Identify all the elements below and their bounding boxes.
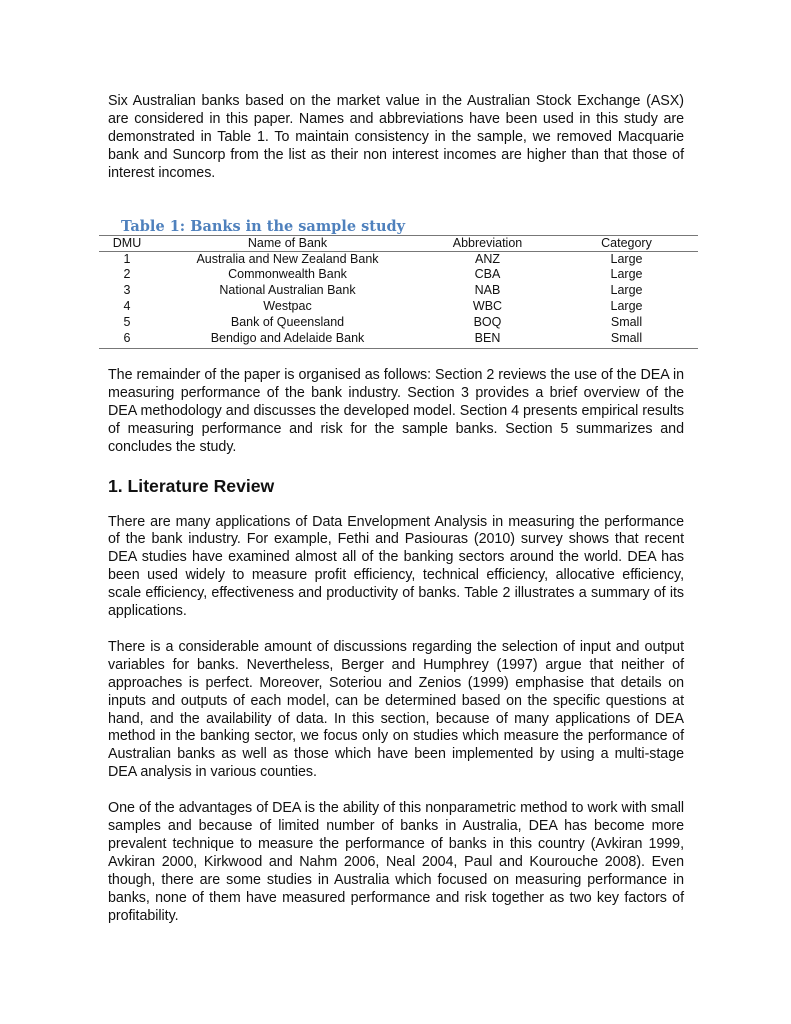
spacer — [108, 782, 684, 800]
cell-category: Large — [610, 283, 643, 298]
table-header-row — [99, 235, 698, 251]
cell-abbreviation: ANZ — [475, 251, 500, 266]
intro-paragraph: Six Australian banks based on the market value in the Australian Stock Exchange (ASX) are considered in this paper. Names and abbreviations have been used in this study are demonstrated in Table 1. To maintain consistency in the sample, we removed Macquarie bank and Suncorp from the list as their non interest incomes are higher than that those of interest incomes. — [108, 93, 684, 181]
table-row — [99, 283, 698, 299]
cell-dmu: 2 — [123, 267, 131, 282]
cell-category: Small — [610, 315, 643, 330]
header-category: Category — [555, 235, 698, 251]
cell-abbreviation: BOQ — [473, 315, 502, 330]
cell-category: Large — [610, 299, 643, 314]
cell-abbreviation: CBA — [474, 267, 501, 282]
cell-name: Westpac — [263, 299, 312, 314]
header-abbreviation: Abbreviation — [420, 235, 555, 251]
literature-paragraph-3: One of the advantages of DEA is the ability of this nonparametric method to work with small samples and because of limited number of banks in Australia, DEA has become more prevalent technique to measure the performance of banks in this country (Avkiran 1999, Avkiran 2000, Kirkwood and Nahm 2006, Neal 2004, Paul and Kourouche 2008). Even though, there are some studies in Australia which focused on measuring performance in banks, none of them have measured performance and risk together as two key factors of profitability. — [108, 800, 684, 924]
cell-name: Australia and New Zealand Bank — [196, 251, 379, 266]
cell-name: Bank of Queensland — [230, 315, 345, 330]
outline-paragraph: The remainder of the paper is organised as follows: Section 2 reviews the use of the DEA in measuring performance of the bank industry. Section 3 provides a brief overview of the DEA methodology and discusses the developed model. Section 4 presents empirical results of measuring performance and risk for the sample banks. Section 5 summarizes and concludes the study. — [108, 366, 684, 455]
spacer — [108, 496, 684, 514]
cell-name: National Australian Bank — [219, 283, 356, 298]
banks-table — [99, 235, 698, 349]
spacer — [108, 349, 684, 367]
cell-dmu: 1 — [123, 251, 131, 266]
cell-category: Small — [555, 331, 698, 348]
cell-abbreviation: WBC — [472, 299, 503, 314]
table-row — [99, 315, 698, 331]
cell-dmu: 6 — [99, 331, 155, 348]
cell-dmu: 5 — [123, 315, 131, 330]
literature-paragraph-1: There are many applications of Data Envelopment Analysis in measuring the performance of the bank industry. For example, Fethi and Pasiouras (2010) survey shows that recent DEA studies have examined almost all of the banking sectors around the world. DEA has been used widely to measure profit efficiency, technical efficiency, allocative efficiency, scale efficiency, effectiveness and productivity of banks. Table 2 illustrates a summary of its applications. — [108, 513, 684, 620]
section-heading-literature-review: 1. Literature Review — [108, 475, 275, 496]
cell-dmu: 3 — [123, 283, 131, 298]
table-caption: Table 1: Banks in the sample study — [121, 217, 406, 235]
cell-dmu: 4 — [123, 299, 131, 314]
cell-category: Large — [610, 267, 643, 282]
cell-abbreviation: NAB — [474, 283, 501, 298]
cell-name: Commonwealth Bank — [228, 267, 347, 282]
table-row — [99, 251, 698, 267]
cell-abbreviation: BEN — [420, 331, 555, 348]
spacer — [108, 621, 684, 639]
table-row — [99, 299, 698, 315]
spacer — [108, 457, 684, 476]
paper-page — [108, 93, 684, 926]
header-name-of-bank: Name of Bank — [155, 235, 420, 251]
cell-category: Large — [610, 251, 643, 266]
table-row — [99, 267, 698, 283]
literature-paragraph-2: There is a considerable amount of discussions regarding the selection of input and output variables for banks. Nevertheless, Berger and Humphrey (1997) argue that neither of approaches is perfect. Moreover, Soteriou and Zenios (1999) emphasise that details on inputs and outputs of each model, can be determined based on the specific questions at hand, and the availability of data. In this section, because of many applications of DEA method in the banking sector, we focus only on studies which measure the performance of Australian banks as well as those which have been implemented by using a multi-stage DEA analysis in various counties. — [108, 638, 684, 781]
table-row — [99, 331, 698, 348]
spacer — [108, 183, 684, 218]
cell-name: Bendigo and Adelaide Bank — [155, 331, 420, 348]
header-dmu: DMU — [99, 235, 155, 251]
